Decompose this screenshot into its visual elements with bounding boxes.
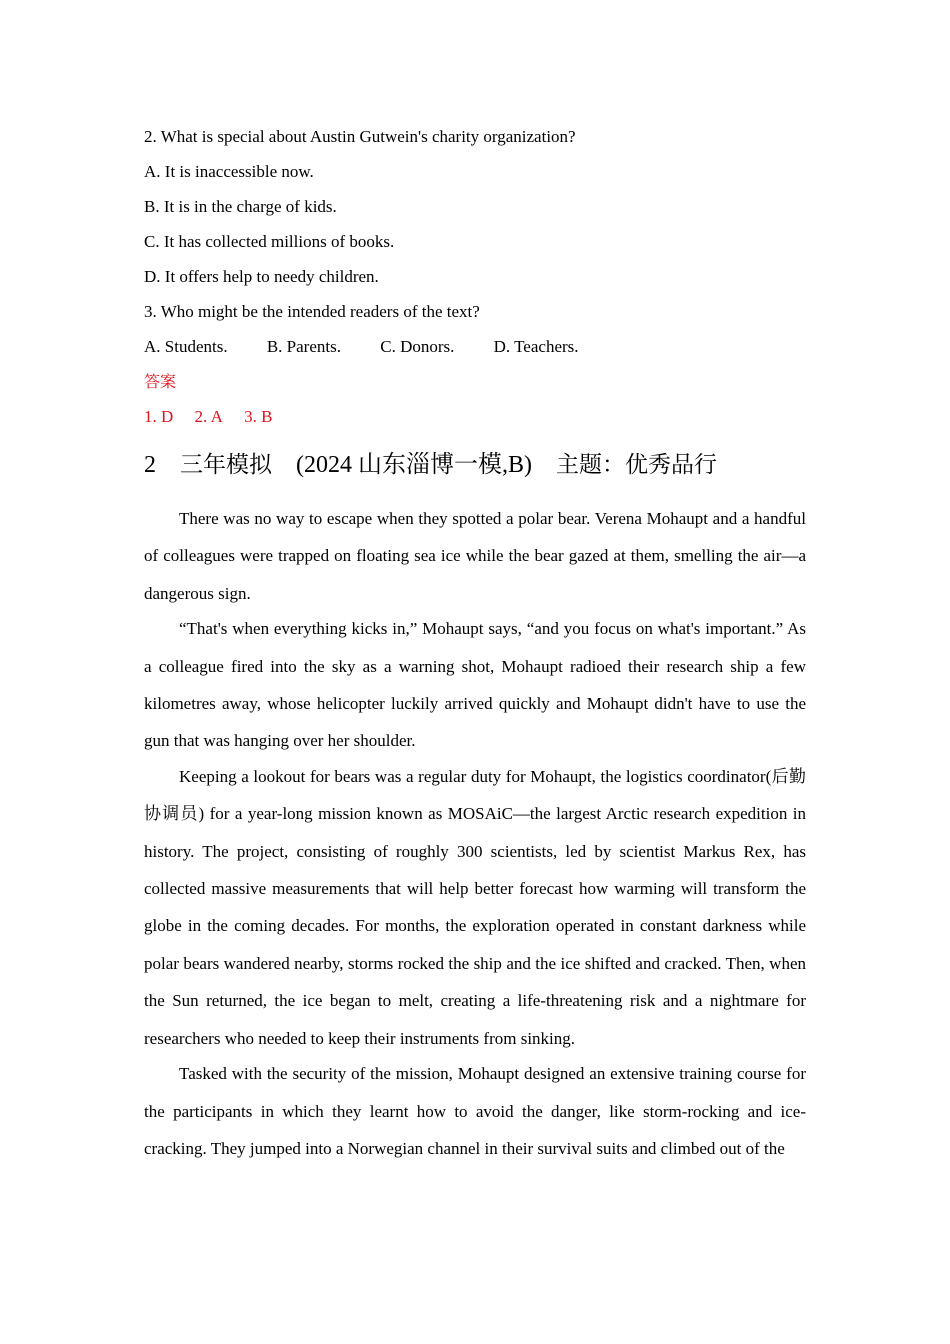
question-3-option-d: D. Teachers. (493, 337, 579, 356)
passage-paragraph: Tasked with the security of the mission, Mohaupt designed an extensive training course for the participants in which they learnt how to avoid the danger, like storm-rocking and ice-cracking. They jumped into a Norwegian channel in their survival suits and climbed out of the (144, 1064, 806, 1158)
question-2-option-a: A. It is inaccessible now. (144, 162, 314, 181)
question-3-options (144, 337, 579, 357)
passage-paragraph: There was no way to escape when they spotted a polar bear. Verena Mohaupt and a handful of colleagues were trapped on floating sea ice while the bear gazed at them, smelling the air—a dangerous sign. (144, 509, 806, 603)
question-2-stem: 2. What is special about Austin Gutwein's charity organization? (144, 127, 576, 146)
question-3-stem: 3. Who might be the intended readers of the text? (144, 302, 480, 321)
question-2-option-d: D. It offers help to needy children. (144, 267, 379, 286)
question-2-option-c: C. It has collected millions of books. (144, 232, 395, 251)
reading-passage (144, 500, 806, 1167)
answer-key (144, 407, 272, 427)
answer-3: 3. B (244, 407, 273, 426)
section-heading (144, 449, 717, 481)
answer-2: 2. A (194, 407, 223, 426)
passage-paragraph: “That's when everything kicks in,” Mohaupt says, “and you focus on what's important.” As a colleague fired into the sky as a warning shot, Mohaupt radioed their research ship a few kilometres away, whose helicopter luckily arrived quickly and Mohaupt didn't have to use the gun that was hanging over her shoulder. (144, 619, 806, 751)
answer-label: 答案 (144, 372, 177, 391)
answer-1: 1. D (144, 407, 174, 426)
question-3-option-c: C. Donors. (380, 337, 455, 356)
section-category: 三年模拟 (180, 452, 272, 478)
section-number: 2 (144, 452, 156, 478)
section-theme: 主题：优秀品行 (556, 452, 717, 478)
section-source: (2024 山东淄博一模,B) (296, 452, 532, 478)
passage-paragraph: Keeping a lookout for bears was a regular duty for Mohaupt, the logistics coordinator(后勤协调员) for a year-long mission known as MOSAiC—the largest Arctic research expedition in history. The project, consisting of roughly 300 scientists, led by scientist Markus Rex, has collected massive measurements that will help better forecast how warming will transform the globe in the coming decades. For months, the exploration operated in constant darkness while polar bears wandered nearby, storms rocked the ship and the ice shifted and cracked. Then, when the Sun returned, the ice began to melt, creating a life-threatening risk and a nightmare for researchers who needed to keep their instruments from sinking. (144, 766, 806, 1048)
question-3-option-a: A. Students. (144, 337, 228, 356)
question-3-option-b: B. Parents. (266, 337, 341, 356)
question-2-option-b: B. It is in the charge of kids. (144, 197, 337, 216)
